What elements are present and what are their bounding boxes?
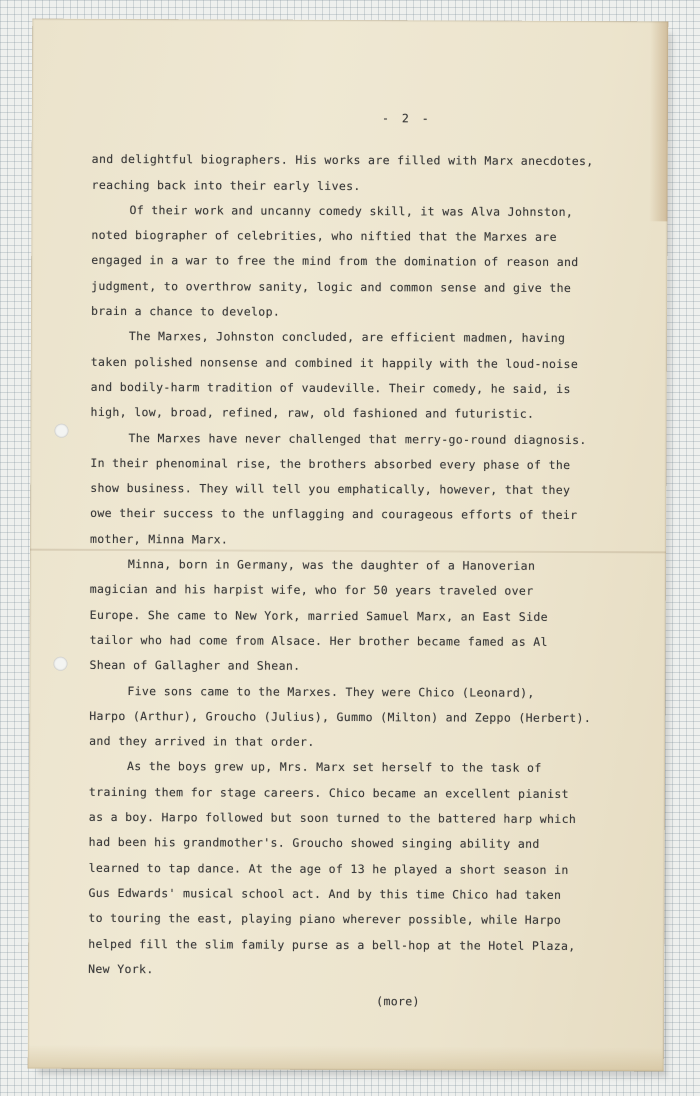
paragraph: [91, 324, 651, 428]
typed-page: [28, 19, 669, 1072]
text-line: magician and his harpist wife, who for 50 years traveled over: [89, 582, 534, 599]
punch-hole: [54, 424, 68, 438]
text-line: helped fill the slim family purse as a bell-hop at the Hotel Plaza,: [88, 936, 576, 953]
text-line: training them for stage careers. Chico became an excellent pianist: [88, 784, 570, 801]
text-line: Gus Edwards' musical school act. And by this time Chico had taken: [88, 885, 562, 902]
text-line: reaching back into their early lives.: [91, 177, 361, 193]
text-line: mother, Minna Marx.: [89, 531, 229, 547]
text-line: Harpo (Arthur), Groucho (Julius), Gummo (Milton) and Zeppo (Herbert).: [89, 708, 592, 725]
body-text: [88, 147, 652, 984]
text-line: tailor who had come from Alsace. Her brother became famed as Al: [89, 632, 548, 649]
paragraph: [92, 147, 652, 200]
text-line: The Marxes, Johnston concluded, are efficient madmen, having: [128, 329, 566, 346]
text-line: As the boys grew up, Mrs. Marx set herself to the task of: [127, 759, 542, 776]
text-line: engaged in a war to free the mind from the domination of reason and: [91, 253, 579, 270]
text-line: to touring the east, playing piano wherever possible, while Harpo: [88, 911, 562, 928]
paragraph: [90, 425, 651, 554]
text-line: learned to tap dance. At the age of 13 he played a short season in: [88, 860, 569, 877]
text-line: Europe. She came to New York, married Samuel Marx, an East Side: [89, 607, 548, 624]
edge-stain: [649, 21, 668, 221]
paragraph: [88, 754, 649, 984]
text-line: brain a chance to develop.: [90, 303, 281, 319]
text-line: Five sons came to the Marxes. They were Chico (Leonard),: [127, 683, 535, 700]
text-line: had been his grandmother's. Groucho showed singing ability and: [88, 835, 540, 852]
text-line: high, low, broad, refined, raw, old fashioned and futuristic.: [90, 405, 535, 422]
text-line: New York.: [88, 961, 154, 976]
paragraph: [89, 678, 649, 756]
page-number: - 2 -: [382, 111, 432, 126]
paragraph: [89, 552, 650, 681]
text-line: judgment, to overthrow sanity, logic and common sense and give the: [91, 278, 572, 295]
text-line: and bodily-harm tradition of vaudeville. Their comedy, he said, is: [90, 379, 571, 396]
text-line: Of their work and uncanny comedy skill, it was Alva Johnston,: [129, 202, 574, 219]
text-line: Minna, born in Germany, was the daughter of a Hanoverian: [127, 557, 536, 573]
text-line: noted biographer of celebrities, who niftied that the Marxes are: [91, 228, 557, 245]
text-line: as a boy. Harpo followed but soon turned to the battered harp which: [88, 809, 577, 827]
typewritten-text: [88, 105, 652, 1016]
continuation-mark: (more): [376, 994, 420, 1009]
punch-hole: [53, 657, 67, 671]
text-line: taken polished nonsense and combined it happily with the loud-noise: [90, 354, 579, 371]
paragraph: [91, 198, 652, 327]
text-line: show business. They will tell you emphatically, however, that they: [90, 481, 571, 498]
text-line: owe their success to the unflagging and courageous efforts of their: [90, 506, 578, 523]
text-line: and they arrived in that order.: [89, 733, 315, 749]
text-line: and delightful biographers. His works are filled with Marx anecdotes,: [91, 152, 594, 169]
text-line: In their phenominal rise, the brothers absorbed every phase of the: [90, 455, 571, 472]
text-line: Shean of Gallagher and Shean.: [89, 658, 301, 674]
text-line: The Marxes have never challenged that merry-go-round diagnosis.: [128, 430, 587, 447]
